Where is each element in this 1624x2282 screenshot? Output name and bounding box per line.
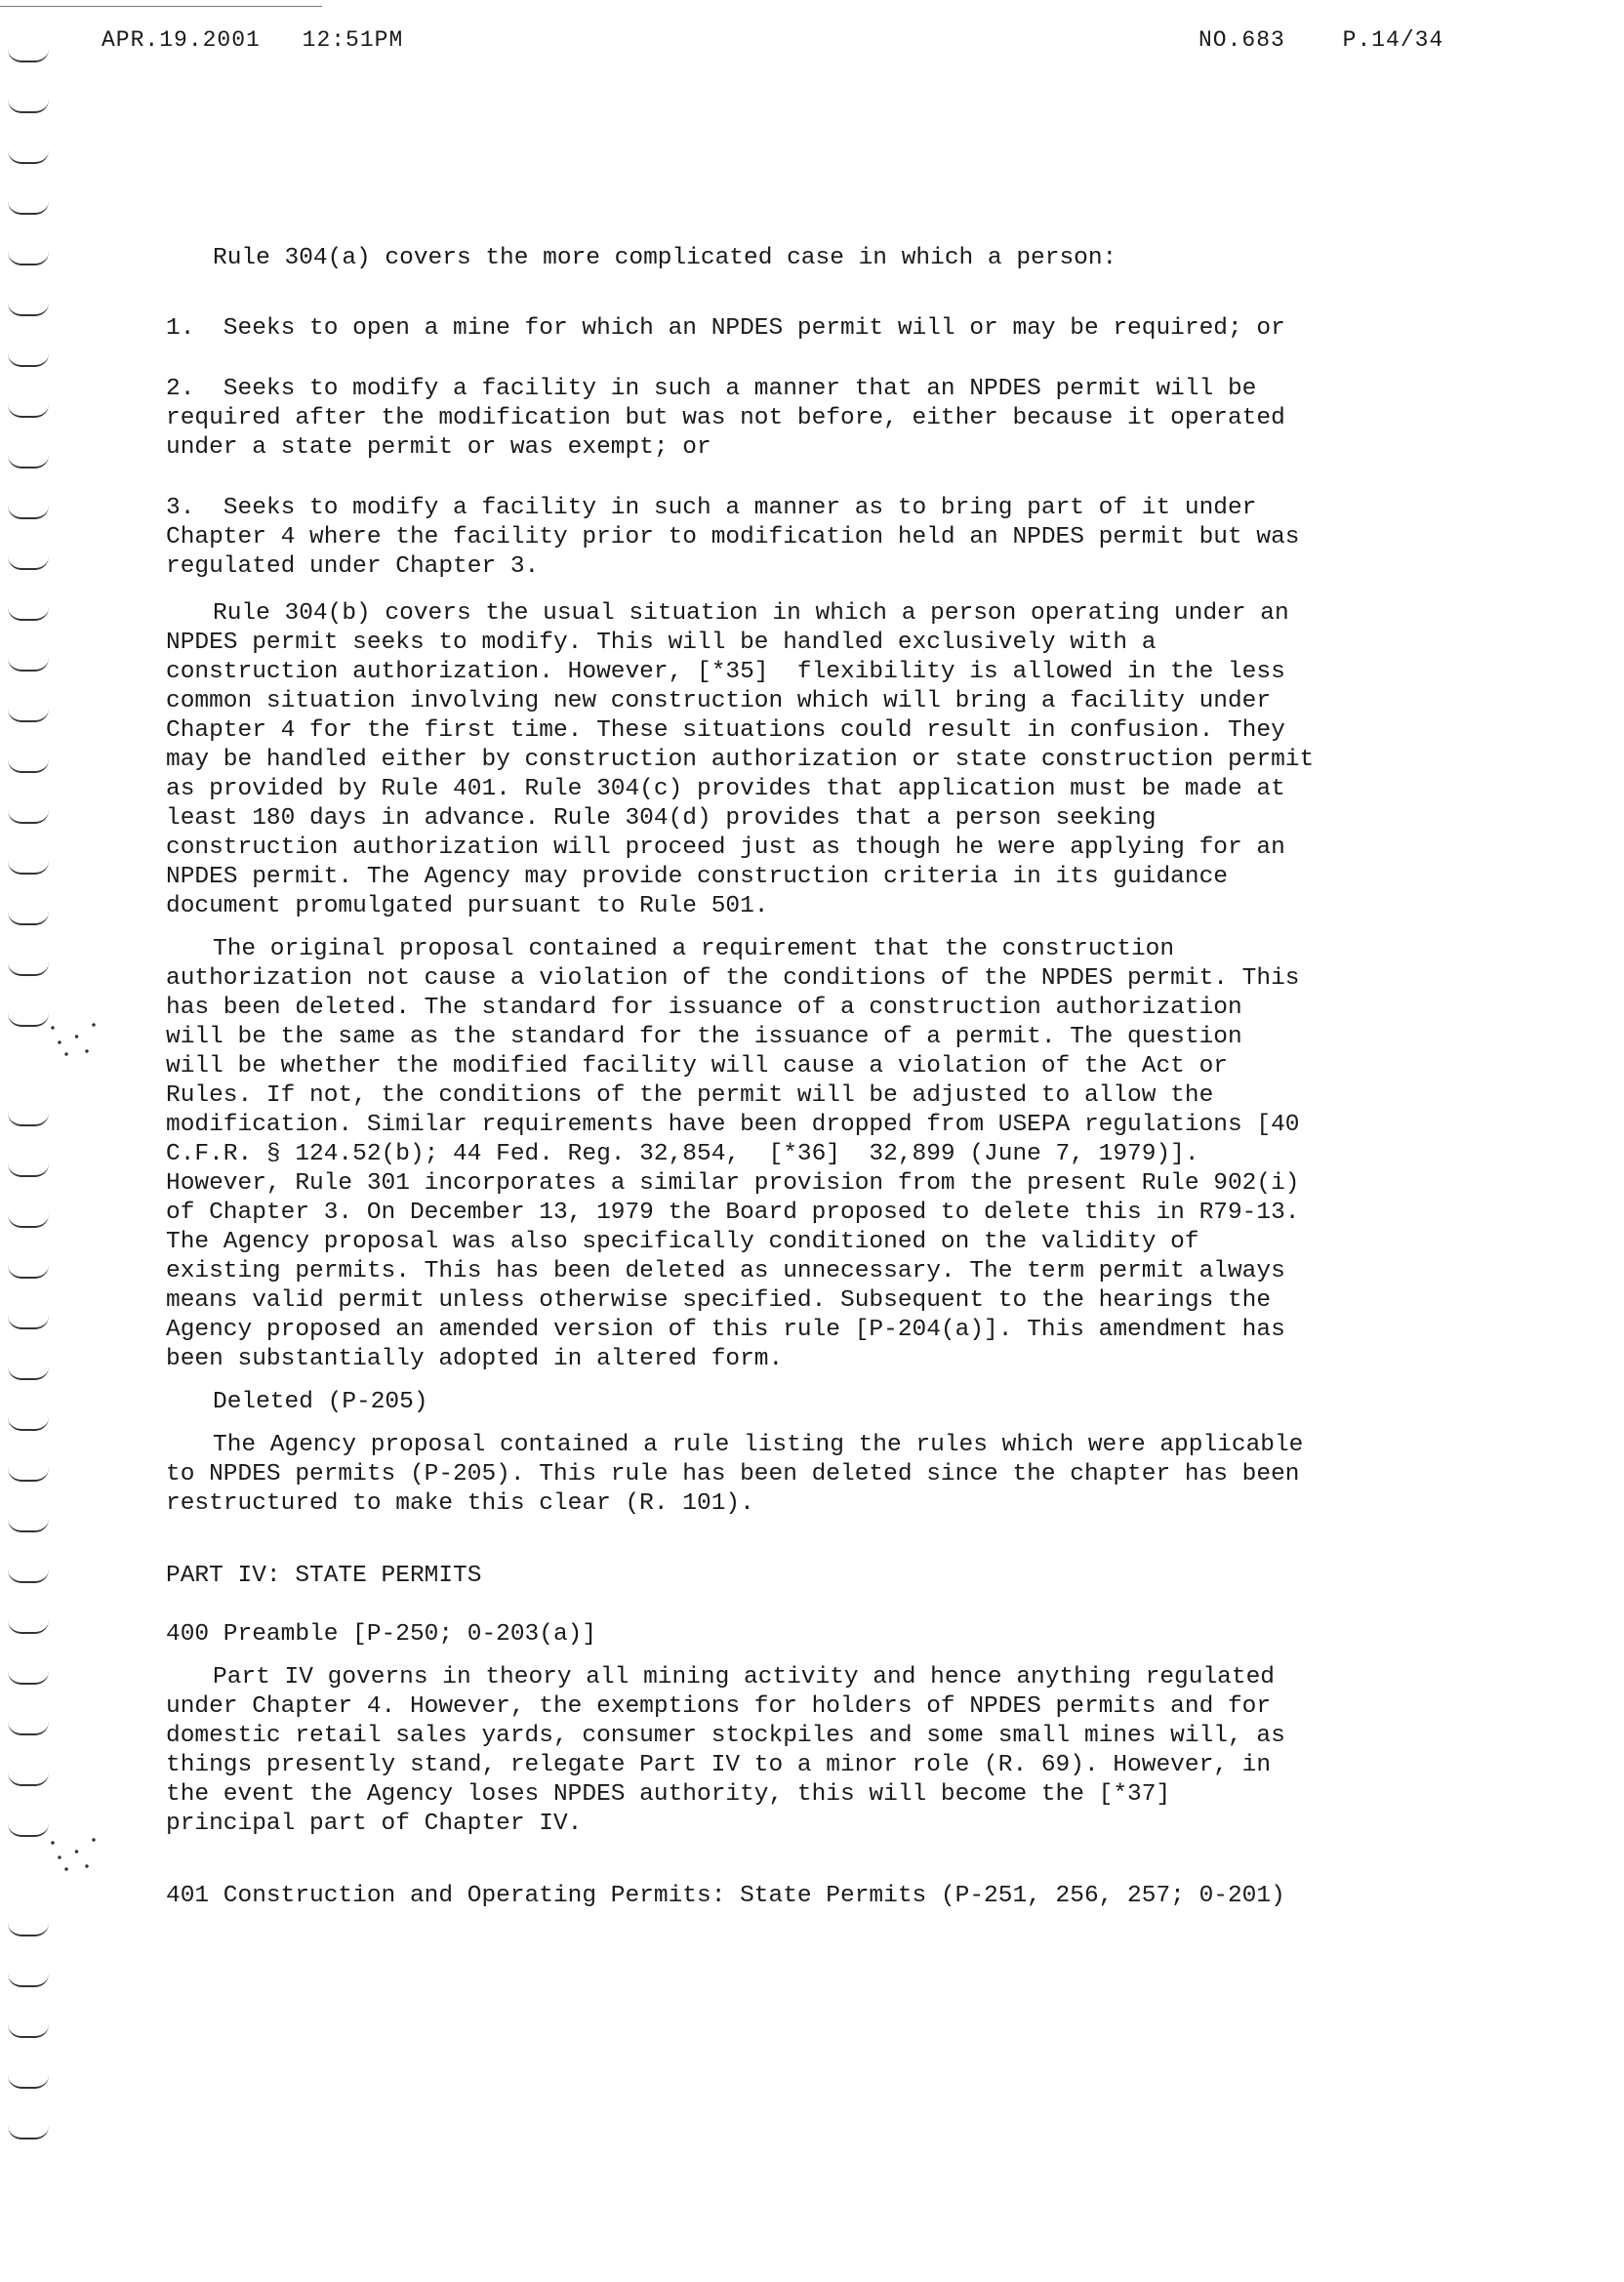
paragraph-deleted: The Agency proposal contained a rule listing the rules which were applicable to NPDES permits (P-205). This rule has been deleted since the chapter has been restructured to make this clear (R. 101). [166,1432,1304,1517]
scan-speckle [39,1010,107,1069]
intro-paragraph: Rule 304(a) covers the more complicated case in which a person: [213,245,1117,271]
fax-date: APR.19.2001 [102,27,261,53]
section-401-heading: 401 Construction and Operating Permits: State Permits (P-251, 256, 257; 0-201) [166,1883,1285,1909]
preamble-heading: 400 Preamble [P-250; 0-203(a)] [166,1621,597,1648]
fax-time: 12:51PM [302,27,404,53]
fax-header-right [1198,27,1486,53]
fax-number: NO.683 [1198,27,1285,53]
list-item-2: 2. Seeks to modify a facility in such a manner that an NPDES permit will be required after the modification but was not before, either because it operated under a state permit or was exempt; or [166,376,1285,461]
fax-header [0,27,1624,66]
paragraph-rule-304b: Rule 304(b) covers the usual situation in which a person operating under an NPDES permit seeks to modify. This will be handled exclusively with a construction authorization. However, [*35] flexibility is allowed in the less common situation involving new construction which will bring a facility under Chapter 4 for the first time. These situations could result in confusion. They may be handled either by construction authorization or state construction permit as provided by Rule 401. Rule 304(c) provides that application must be made at least 180 days in advance. Rule 304(d) provides that a person seeking construction authorization will proceed just as though he were applying for an NPDES permit. The Agency may provide construction criteria in its guidance document promulgated pursuant to Rule 501. [166,600,1315,919]
deleted-heading: Deleted (P-205) [213,1389,428,1415]
paragraph-original-proposal: The original proposal contained a requirement that the construction authorization not cause a violation of the conditions of the NPDES permit. This has been deleted. The standard for issuance of a construction authorization will be the same as the standard for the issuance of a permit. The question will be whether the modified facility will cause a violation of the Act or Rules. If not, the conditions of the permit will be adjusted to allow the modification. Similar requirements have been dropped from USEPA regulations [40 C.F.R. § 124.52(b); 44 Fed. Reg. 32,854, [*36] 32,899 (June 7, 1979)]. However, Rule 301 incorporates a similar provision from the present Rule 902(i) of Chapter 3. On December 13, 1979 the Board proposed to delete this in R79-13. The Agency proposal was also specifically conditioned on the validity of existing permits. This has been deleted as unnecessary. The term permit always means valid permit unless otherwise specified. Subsequent to the hearings the Agency proposed an amended version of this rule [P-204(a)]. This amendment has been substantially adopted in altered form. [166,936,1300,1372]
top-rule [0,6,322,7]
fax-header-left [102,27,430,53]
scan-speckle [39,1825,107,1884]
paragraph-part-iv: Part IV governs in theory all mining activity and hence anything regulated under Chapter 4. However, the exemptions for holders of NPDES permits and for domestic retail sales yards, consumer stockpiles and some small mines will, as things presently stand, relegate Part IV to a minor role (R. 69). However, in the event the Agency loses NPDES authority, this will become the [*37] principal part of Chapter IV. [166,1664,1285,1837]
part-heading: PART IV: STATE PERMITS [166,1563,482,1589]
fax-page: P.14/34 [1342,27,1444,53]
list-item-1: 1. Seeks to open a mine for which an NPDES permit will or may be required; or [166,315,1285,342]
list-item-3: 3. Seeks to modify a facility in such a manner as to bring part of it under Chapter 4 where the facility prior to modification held an NPDES permit but was regulated under Chapter 3. [166,495,1300,580]
